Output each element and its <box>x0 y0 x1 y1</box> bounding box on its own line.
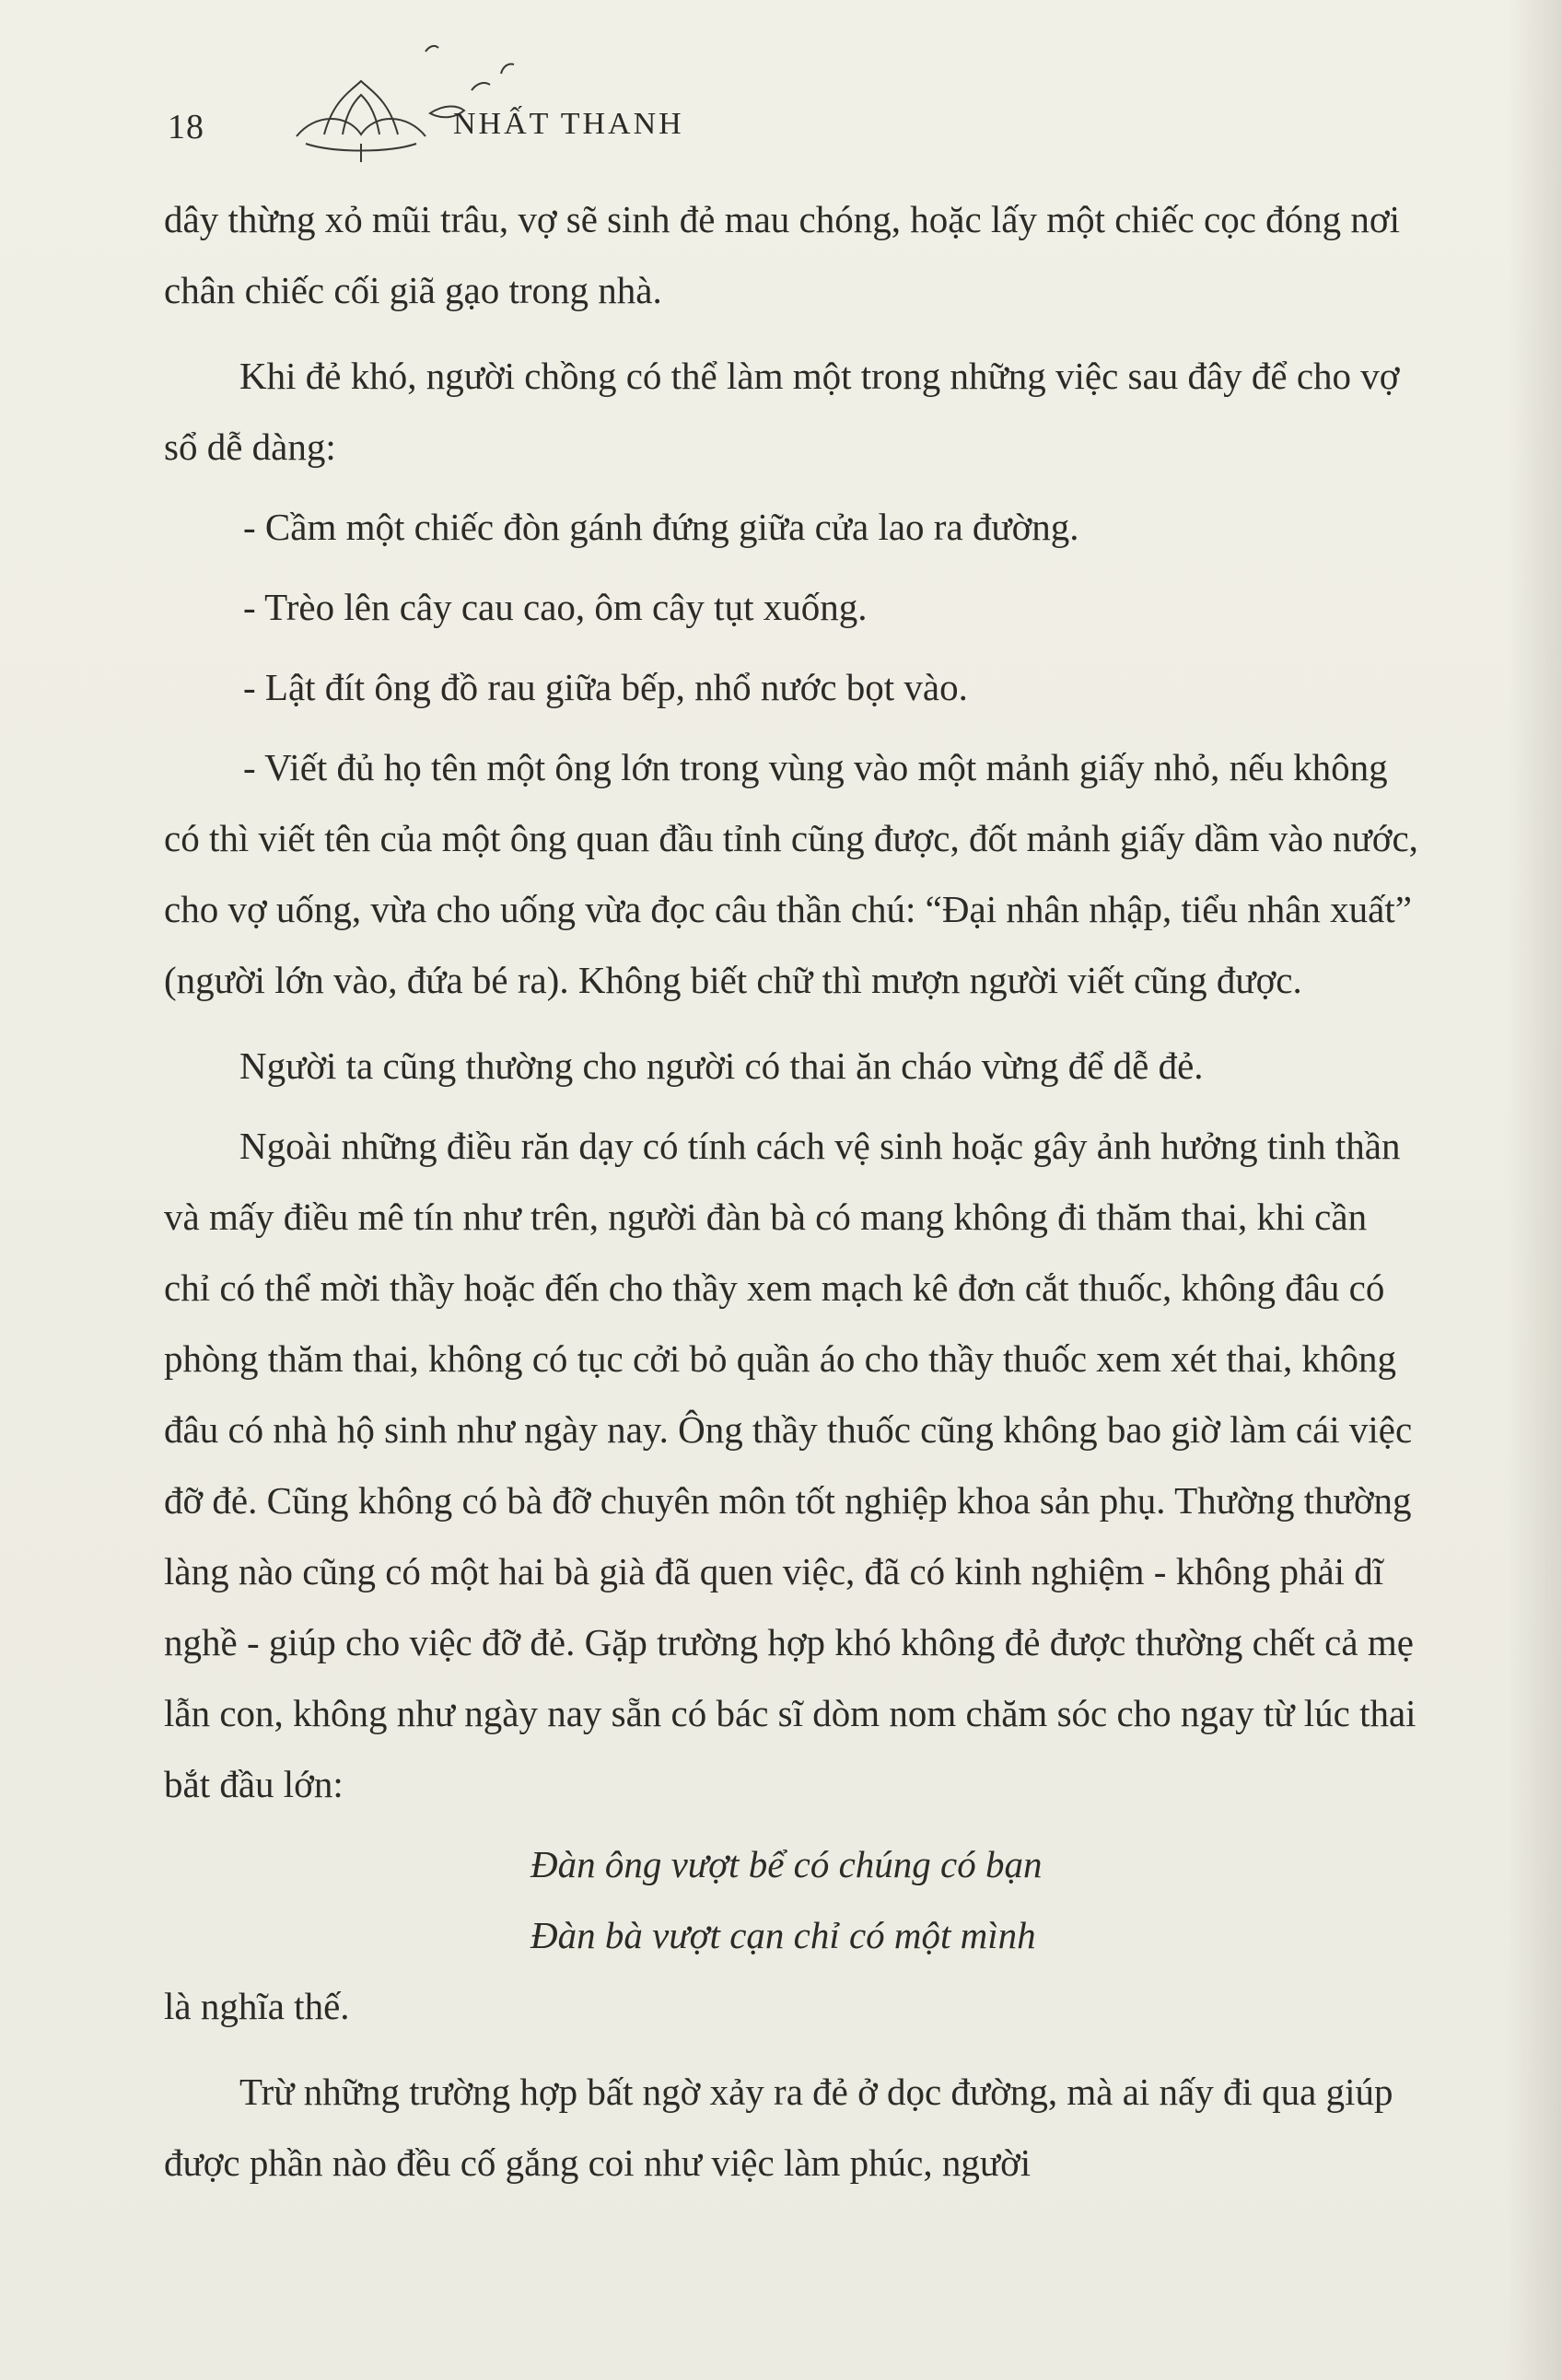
page-number: 18 <box>168 108 204 146</box>
lotus-flower-icon <box>260 26 554 164</box>
list-item: - Trèo lên cây cau cao, ôm cây tụt xuống. <box>243 586 868 628</box>
verse-line: Đàn ông vượt bể có chúng có bạn <box>530 1843 1043 1885</box>
verse-line: Đàn bà vượt cạn chỉ có một mình <box>530 1914 1036 1956</box>
paragraph: Khi đẻ khó, người chồng có thể làm một trong những việc sau đây để cho vợ sổ dễ dàng: <box>164 355 1400 468</box>
list-item: - Lật đít ông đồ rau giữa bếp, nhổ nước bọt vào. <box>243 666 968 708</box>
body-text <box>164 184 1418 2199</box>
page-edge-shadow <box>1507 0 1562 2380</box>
list-item: - Cầm một chiếc đòn gánh đứng giữa cửa lao ra đường. <box>243 506 1079 548</box>
paragraph: Ngoài những điều răn dạy có tính cách vệ sinh hoặc gây ảnh hưởng tinh thần và mấy điều mê tín như trên, người đàn bà có mang không đi thăm thai, khi cần chỉ có thể mời thầy hoặc đến cho thầy xem mạch kê đơn cắt thuốc, không đâu có phòng thăm thai, không có tục cởi bỏ quần áo cho thầy thuốc xem xét thai, không đâu có nhà hộ sinh như ngày nay. Ông thầy thuốc cũng không bao giờ làm cái việc đỡ đẻ. Cũng không có bà đỡ chuyên môn tốt nghiệp khoa sản phụ. Thường thường làng nào cũng có một hai bà già đã quen việc, đã có kinh nghiệm - không phải dĩ nghề - giúp cho việc đỡ đẻ. Gặp trường hợp khó không đẻ được thường chết cả mẹ lẫn con, không như ngày nay sẵn có bác sĩ dòm nom chăm sóc cho ngay từ lúc thai bắt đầu lớn: <box>164 1125 1416 1805</box>
running-title: NHẤT THANH <box>453 107 684 141</box>
paragraph: Người ta cũng thường cho người có thai ăn cháo vừng để dễ đẻ. <box>239 1044 1204 1087</box>
paragraph: - Viết đủ họ tên một ông lớn trong vùng vào một mảnh giấy nhỏ, nếu không có thì viết tên của một ông quan đầu tỉnh cũng được, đốt mảnh giấy dầm vào nước, cho vợ uống, vừa cho uống vừa đọc câu thần chú: “Đại nhân nhập, tiểu nhân xuất” (người lớn vào, đứa bé ra). Không biết chữ thì mượn người viết cũng được. <box>164 746 1418 1001</box>
paragraph: là nghĩa thế. <box>164 1985 350 2027</box>
paragraph: Trừ những trường hợp bất ngờ xảy ra đẻ ở dọc đường, mà ai nấy đi qua giúp được phần nào đều cố gắng coi như việc làm phúc, người <box>164 2071 1393 2184</box>
paragraph: dây thừng xỏ mũi trâu, vợ sẽ sinh đẻ mau chóng, hoặc lấy một chiếc cọc đóng nơi chân chiếc cối giã gạo trong nhà. <box>164 198 1400 311</box>
page-header <box>168 99 904 155</box>
